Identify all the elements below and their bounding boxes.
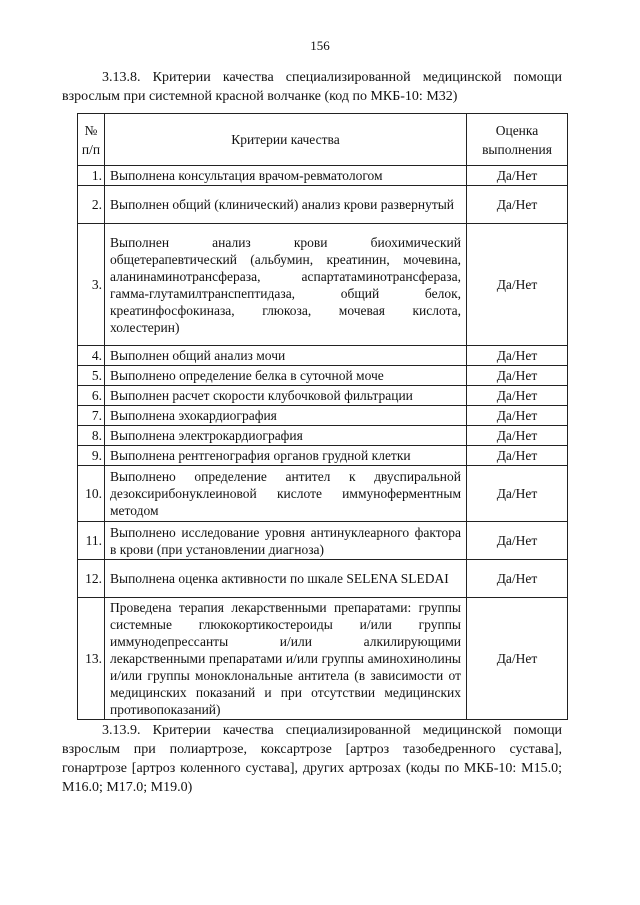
row-criteria: Выполнен расчет скорости клубочковой фильтрации [105,386,467,406]
table-row [78,186,568,224]
row-num: 7. [78,406,105,426]
row-criteria: Выполнена консультация врачом-ревматологом [105,166,467,186]
row-num: 12. [78,560,105,598]
row-result: Да/Нет [467,522,568,560]
table-row [78,224,568,346]
table-row [78,406,568,426]
row-criteria: Выполнен общий (клинический) анализ крови развернутый [105,186,467,224]
row-num: 2. [78,186,105,224]
row-criteria: Выполнено определение белка в суточной моче [105,366,467,386]
row-num: 10. [78,466,105,522]
table-row [78,346,568,366]
row-result: Да/Нет [467,560,568,598]
row-result: Да/Нет [467,186,568,224]
table-row [78,366,568,386]
row-num: 1. [78,166,105,186]
table-row [78,426,568,446]
row-num: 6. [78,386,105,406]
row-criteria: Выполнена рентгенография органов грудной клетки [105,446,467,466]
row-result: Да/Нет [467,426,568,446]
row-criteria: Выполнена эхокардиография [105,406,467,426]
row-criteria: Выполнена электрокардиография [105,426,467,446]
header-result: Оценка выполнения [467,114,568,166]
quality-criteria-table [77,113,568,720]
row-result: Да/Нет [467,598,568,720]
header-num: № п/п [78,114,105,166]
table-header-row [78,114,568,166]
row-result: Да/Нет [467,346,568,366]
row-result: Да/Нет [467,386,568,406]
row-num: 3. [78,224,105,346]
row-criteria: Выполнено определение антител к двуспиральной дезоксирибонуклеиновой кислоте иммуноферментным методом [105,466,467,522]
row-num: 5. [78,366,105,386]
row-result: Да/Нет [467,166,568,186]
row-criteria: Выполнена оценка активности по шкале SELENA SLEDAI [105,560,467,598]
row-criteria: Проведена терапия лекарственными препаратами: группы системные глюкокортикостероиды и/или группы иммунодепрессанты и/или алкилирующими лекарственными препаратами и/или группы аминохинолины и/или группы моноклональные антитела (в зависимости от медицинских показаний и при отсутствии медицинских противопоказаний) [105,598,467,720]
table-row [78,560,568,598]
section-heading-3-13-8: 3.13.8. Критерии качества специализированной медицинской помощи взрослым при системной красной волчанке (код по МКБ-10: М32) [62,70,562,104]
row-criteria: Выполнен общий анализ мочи [105,346,467,366]
table-row [78,446,568,466]
row-num: 13. [78,598,105,720]
row-result: Да/Нет [467,224,568,346]
table-row [78,166,568,186]
row-criteria: Выполнен анализ крови биохимический общетерапевтический (альбумин, креатинин, мочевина, аланинаминотрансфераза, аспартатаминотрансфераза, гамма-глутамилтранспептидаза, общий белок, креатинфосфокиназа, глюкоза, мочевая кислота, холестерин) [105,224,467,346]
page-number: 156 [310,38,330,53]
row-num: 4. [78,346,105,366]
row-result: Да/Нет [467,406,568,426]
row-result: Да/Нет [467,446,568,466]
row-num: 8. [78,426,105,446]
table-row [78,386,568,406]
row-criteria: Выполнено исследование уровня антинуклеарного фактора в крови (при установлении диагноза) [105,522,467,560]
table-row [78,522,568,560]
header-criteria: Критерии качества [105,114,467,166]
table-row [78,466,568,522]
section-heading-3-13-9: 3.13.9. Критерии качества специализированной медицинской помощи взрослым при полиартрозе, коксартрозе [артроз тазобедренного сустава], гонартрозе [артроз коленного сустава], других артрозах (коды по МКБ-10: М15.0; М16.0; М17.0; М19.0) [62,723,562,795]
row-num: 11. [78,522,105,560]
table-row [78,598,568,720]
row-num: 9. [78,446,105,466]
row-result: Да/Нет [467,466,568,522]
row-result: Да/Нет [467,366,568,386]
